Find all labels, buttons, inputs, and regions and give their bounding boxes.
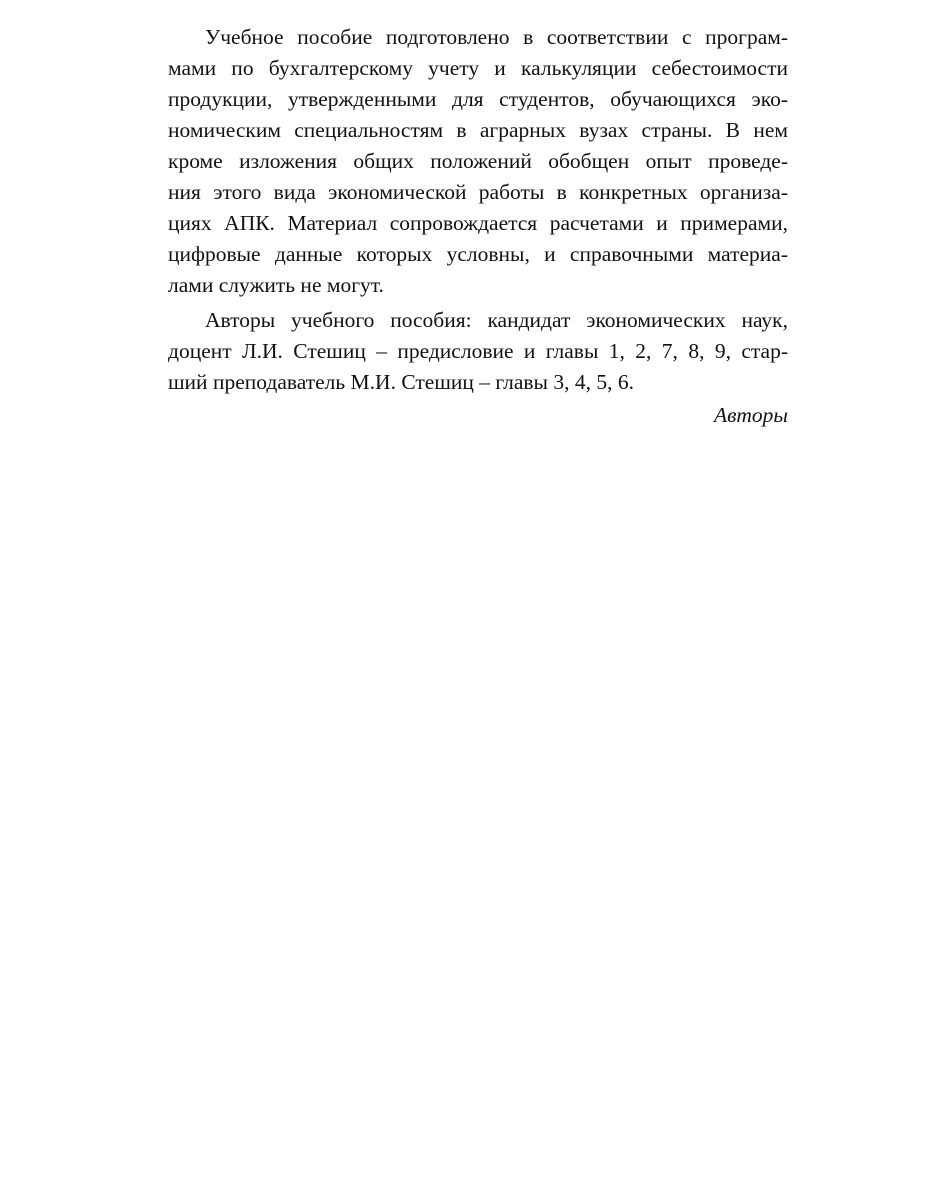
text-line: цифровые данные которых условны, и справочными материа- [168,242,788,266]
text-line: мами по бухгалтерскому учету и калькуляции себестоимости [168,56,788,80]
text-line: лами служить не могут. [168,273,384,297]
text-line: ший преподаватель М.И. Стешиц – главы 3, 4, 5, 6. [168,370,634,394]
text-line: циях АПК. Материал сопровождается расчетами и примерами, [168,211,788,235]
text-line: Учебное пособие подготовлено в соответствии с програм- [205,25,788,49]
text-line: номическим специальностям в аграрных вузах страны. В нем [168,118,788,142]
text-line: продукции, утвержденными для студентов, обучающихся эко- [168,87,788,111]
preface-text [168,22,788,432]
text-line: ния этого вида экономической работы в конкретных организа- [168,180,788,204]
paragraph-1 [168,22,788,301]
text-line: кроме изложения общих положений обобщен опыт проведе- [168,149,788,173]
signature: Авторы [713,403,788,427]
text-line: Авторы учебного пособия: кандидат экономических наук, [205,308,788,332]
paragraph-2 [168,305,788,398]
text-line: доцент Л.И. Стешиц – предисловие и главы 1, 2, 7, 8, 9, стар- [168,339,788,363]
